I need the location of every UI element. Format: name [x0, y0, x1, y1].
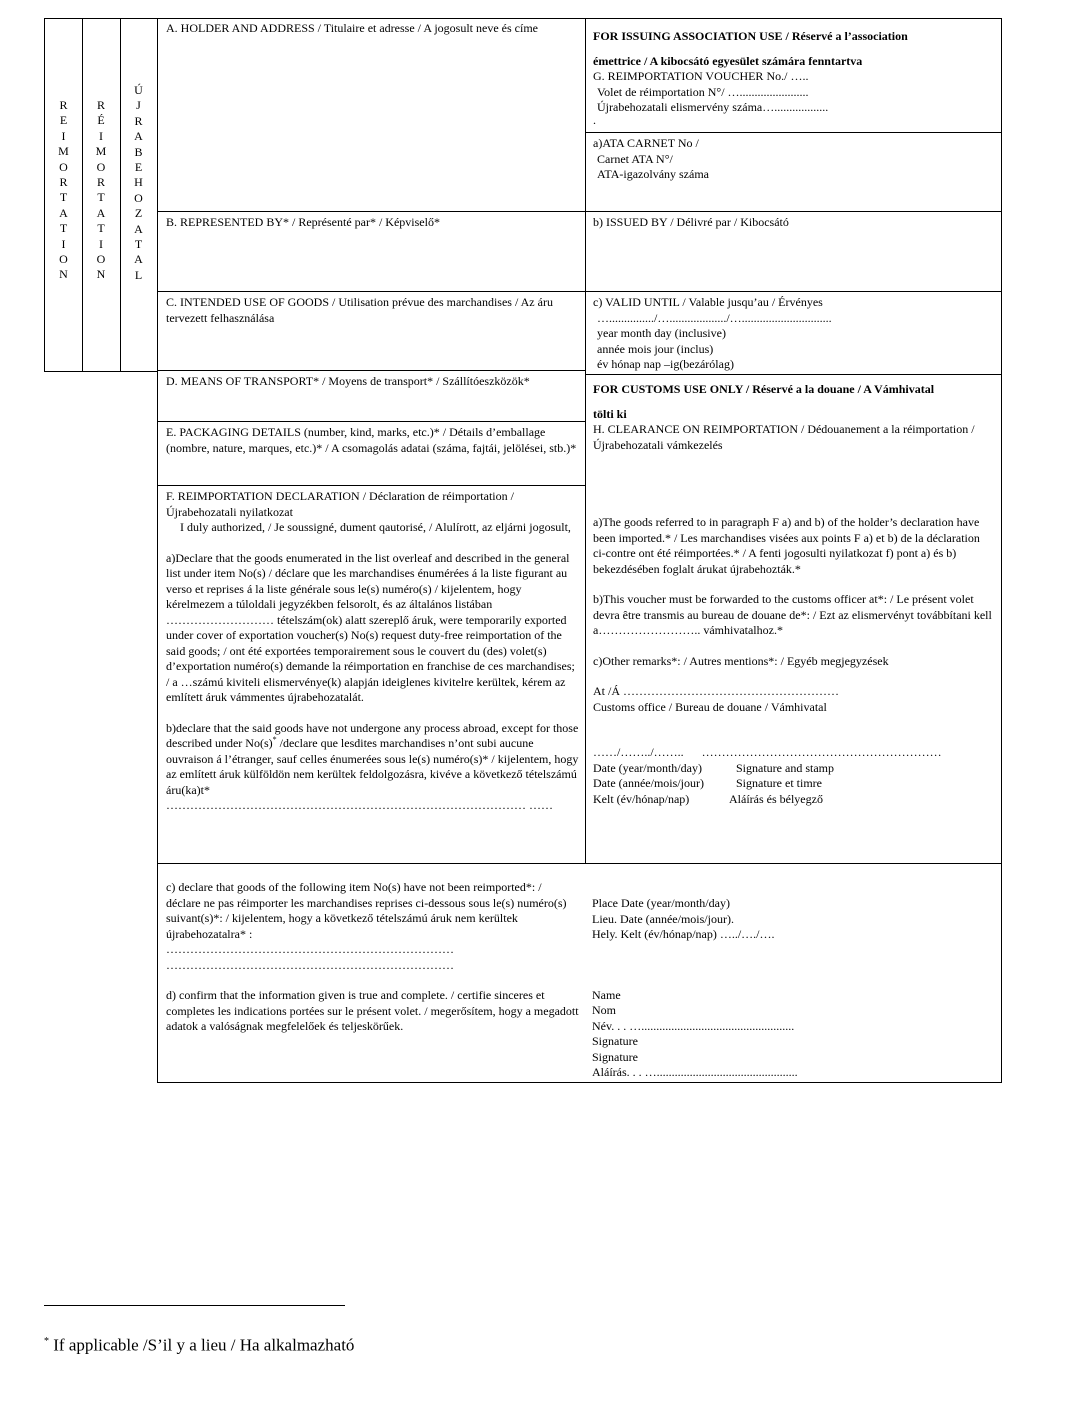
association-heading-2: émettrice / A kibocsátó egyesület számára fenntartva [593, 53, 863, 68]
issued-by-field[interactable] [586, 213, 1000, 291]
vertical-letter: T [59, 221, 68, 236]
vertical-label-ujrabehozatal [120, 83, 157, 283]
name-label-fr: Nom [592, 1003, 616, 1017]
valid-until-field[interactable] [586, 293, 1000, 373]
vertical-letter: T [97, 221, 105, 236]
signature-label-1: Signature [592, 1034, 638, 1048]
voucher-no-dot: . [593, 112, 596, 127]
vertical-letter: Z [134, 206, 143, 221]
vertical-column-reimportation [44, 18, 83, 372]
valid-until-format-fr: année mois jour (inclus) [597, 341, 714, 356]
voucher-no-label-hu: Újrabehozatali elismervény száma….................. [597, 100, 829, 114]
vertical-letter: A [134, 129, 143, 144]
intended-use-field[interactable] [158, 293, 585, 370]
vertical-letter: R [134, 113, 143, 128]
vertical-letter: R [59, 175, 68, 190]
vertical-letter: R [96, 175, 105, 190]
declaration-item-c: c) declare that goods of the following item No(s) have not been reimported*: / déclare ne pas réimporter les marchandises reprises ci-dessous sous le(s) numéro(s) suivant(s)*: / kijelentem, hogy a következő tételszámú áruk nem kerültek újrabehozatalra* : [166, 880, 567, 941]
valid-until-dots: ….............../….................../….............................. [597, 310, 832, 325]
intended-use-label: C. INTENDED USE OF GOODS / Utilisation prévue des marchandises / Az áru tervezett felhasználása [166, 295, 553, 325]
voucher-no-label: G. REIMPORTATION VOUCHER No./ ….. [593, 69, 809, 83]
declaration-item-b [166, 721, 579, 799]
place-date-signature [586, 894, 1000, 1082]
vertical-letter: A [134, 221, 143, 236]
vertical-letter: T [59, 190, 68, 205]
vertical-letter: N [96, 267, 106, 282]
customs-heading-2: tölti ki [593, 406, 627, 421]
vertical-letter: O [96, 159, 106, 174]
vertical-letter: E [134, 160, 143, 175]
packaging-details-label: E. PACKAGING DETAILS (number, kind, marks, etc.)* / Détails d’emballage (nombre, nature, marques, etc.)* / A csomagolás adatai (száma, fajtái, jelölései, stb.)* [166, 425, 577, 455]
name-label-hu[interactable]: Név. . . …................................................... [592, 1018, 795, 1033]
association-section [586, 24, 1000, 132]
vertical-letter: É [97, 113, 105, 128]
vertical-letter: R [59, 98, 68, 112]
declaration-item-c-dots-1[interactable]: ……………………………………………………………… [166, 942, 454, 956]
customs-other-remarks: c)Other remarks*: / Autres mentions*: / Egyéb megjegyzések [593, 653, 889, 668]
vertical-letter: A [134, 252, 143, 267]
reimportation-declaration-section [158, 487, 585, 863]
signature-label-en: Signature and stamp [736, 760, 834, 775]
declaration-title: F. REIMPORTATION DECLARATION / Déclaration de réimportation / Újrabehozatali nyilatkozat [166, 489, 514, 519]
vertical-letter: E [59, 113, 68, 128]
association-heading-1: FOR ISSUING ASSOCIATION USE / Réservé a l’association [593, 29, 908, 43]
date-label-hu: Kelt (év/hónap/nap) [593, 791, 690, 806]
footnote-marker: * [272, 735, 277, 744]
vertical-letter: A [96, 205, 106, 220]
voucher-no-label-fr: Volet de réimportation N°/ …....................... [597, 84, 809, 99]
vertical-letter: H [134, 175, 143, 190]
vertical-letter: M [95, 144, 107, 159]
holder-address-field[interactable] [158, 19, 585, 211]
vertical-letter: I [61, 128, 66, 143]
vertical-letter: T [134, 237, 143, 252]
signature-label-hu: Aláírás és bélyegző [729, 791, 823, 806]
vertical-letter: I [61, 236, 66, 251]
date-label-en: Date (year/month/day) [593, 760, 702, 775]
place-date-label-fr: Lieu. Date (année/mois/jour). [592, 911, 734, 926]
declaration-item-b-part2: /declare que lesdites marchandises n’ont subi aucune ouvraison á l’étranger, sauf celles énumerées sous le(s) numéro(s)* / kijelentem, hogy az említett áruk külföldön nem kerültek feldolgozásra, kivéve a következő tételszámú áru(ka)t* [166, 736, 579, 797]
place-date-label-hu[interactable]: Hely. Kelt (év/hónap/nap) …../…./…. [592, 927, 775, 941]
means-of-transport-label: D. MEANS OF TRANSPORT* / Moyens de transport* / Szállítóeszközök* [166, 374, 530, 388]
valid-until-label: c) VALID UNTIL / Valable jusqu’au / Érvényes [593, 295, 823, 309]
vertical-letter: O [59, 252, 68, 267]
vertical-letter: O [96, 252, 106, 267]
signature-label-hu[interactable]: Aláírás. . . …............................................... [592, 1065, 798, 1079]
footnote [44, 1331, 354, 1357]
customs-item-b: b)This voucher must be forwarded to the customs officer at*: / Le présent volet devra être transmis au bureau de douane de*: / Ezt az elismervényt továbbítani kell a…………………….. vámhivatalhoz.* [593, 592, 992, 637]
customs-section [586, 378, 1000, 862]
issued-by-label: b) ISSUED BY / Délivré par / Kibocsátó [593, 215, 789, 229]
vertical-letter: B [134, 144, 143, 159]
declaration-item-b-dots[interactable]: ……………………………………………………………………………… …… [166, 798, 553, 812]
name-label-en: Name [592, 987, 621, 1002]
represented-by-field[interactable] [158, 213, 585, 291]
represented-by-label: B. REPRESENTED BY* / Représenté par* / Képviselő* [166, 215, 440, 229]
customs-at-line: At /Á ……………………………………………… [593, 684, 839, 698]
customs-office-label: Customs office / Bureau de douane / Vámhivatal [593, 699, 827, 714]
vertical-letter: T [97, 190, 105, 205]
vertical-letter: N [59, 267, 68, 282]
vertical-letter: O [59, 159, 68, 174]
footnote-text: If applicable /S’il y a lieu / Ha alkalmazható [49, 1335, 355, 1355]
vertical-letter: M [58, 144, 69, 159]
vertical-letter: I [99, 236, 103, 251]
declaration-item-b-part1: b)declare that the said goods have not undergone any process abroad, except for those described under No(s) [166, 720, 579, 750]
customs-date-signature-labels [593, 761, 994, 808]
means-of-transport-field[interactable] [158, 372, 585, 421]
vertical-letter: Ú [134, 83, 143, 97]
footnote-mark: * [44, 1336, 49, 1347]
vertical-letter: J [136, 98, 141, 113]
valid-until-format-en: year month day (inclusive) [597, 326, 726, 340]
customs-item-a: a)The goods referred to in paragraph F a) and b) of the holder’s declaration have been imported.* / Les marchandises visées aux points F a) et b) de la déclaration ci-contre ont été réimportées.* / A fenti jogosulti nyilatkozat f) pont a) és b) bekezdésében foglalt árukat újrabehozták.* [593, 515, 980, 576]
place-date-label-en: Place Date (year/month/day) [592, 896, 730, 910]
date-label-fr: Date (année/mois/jour) [593, 776, 704, 790]
vertical-letter: R [96, 98, 105, 112]
signature-label-2: Signature [592, 1049, 638, 1064]
vertical-letter: I [99, 128, 103, 143]
customs-date-signature-dots: ……/……../…….. …………………………………………………… [593, 745, 942, 759]
declaration-intro: I duly authorized, / Je soussigné, dument qautorisé, / Alulírott, az eljárni jogosult, [180, 520, 571, 534]
vertical-label-reimportation [45, 98, 82, 283]
packaging-details-field[interactable] [158, 423, 585, 485]
vertical-label-reimportation-fr [82, 98, 120, 283]
holder-address-label: A. HOLDER AND ADDRESS / Titulaire et adresse / A jogosult neve és címe [166, 21, 538, 35]
declaration-item-a: a)Declare that the goods enumerated in the list overleaf and described in the general list under item No(s) / déclare que les marchandises énumérées á la liste figurant au verso et reprises á la liste générale sous le(s) numéro(s) / kijelentem, hogy kérelmezem a túloldali jegyzékben felsorolt, és az általános listában ……………………… tételszám(ok) alatt szereplő áruk, were temporarily exported under cover of exportation voucher(s) No(s) request duty-free reimportation of the said goods; / ont été exportées temporairement sous le couvert du (des) volet(s) d’exportation numéro(s) demande la réimportation en franchise de ces marchandises; / a …számú kiviteli elismervénye(k) alapján ideiglenes kivitelre kerültek, kérem az említett áruk vámmentes újrabehozatalát. [166, 550, 575, 704]
clearance-label: H. CLEARANCE ON REIMPORTATION / Dédouanement a la réimportation / Újrabehozatali vámkezelés [593, 422, 975, 452]
declaration-continued [158, 878, 585, 1082]
customs-heading-1: FOR CUSTOMS USE ONLY / Réservé a la douane / A Vámhivatal [593, 382, 935, 396]
vertical-column-ujrabehozatal [120, 18, 158, 372]
footnote-separator [44, 1305, 345, 1306]
vertical-letter: O [134, 190, 143, 205]
ata-carnet-label: a)ATA CARNET No / [593, 136, 699, 150]
declaration-item-c-dots-2[interactable]: ……………………………………………………………… [166, 957, 454, 972]
vertical-column-reimportation-fr [82, 18, 121, 372]
valid-until-format-hu: év hónap nap –ig(bezárólag) [597, 357, 734, 371]
ata-carnet-label-fr: Carnet ATA N°/ [597, 151, 673, 166]
vertical-letter: A [59, 205, 68, 220]
signature-label-fr: Signature et timre [736, 776, 822, 790]
vertical-letter: L [134, 267, 143, 282]
ata-carnet-label-hu: ATA-igazolvány száma [597, 167, 709, 181]
ata-carnet-field[interactable] [586, 134, 1000, 211]
declaration-item-d: d) confirm that the information given is true and complete. / certifie sinceres et completes les indications portées sur le présent volet. / megerősítem, hogy a megadott adatok a valóságnak megfelelőek és teljeskörűek. [166, 988, 579, 1033]
